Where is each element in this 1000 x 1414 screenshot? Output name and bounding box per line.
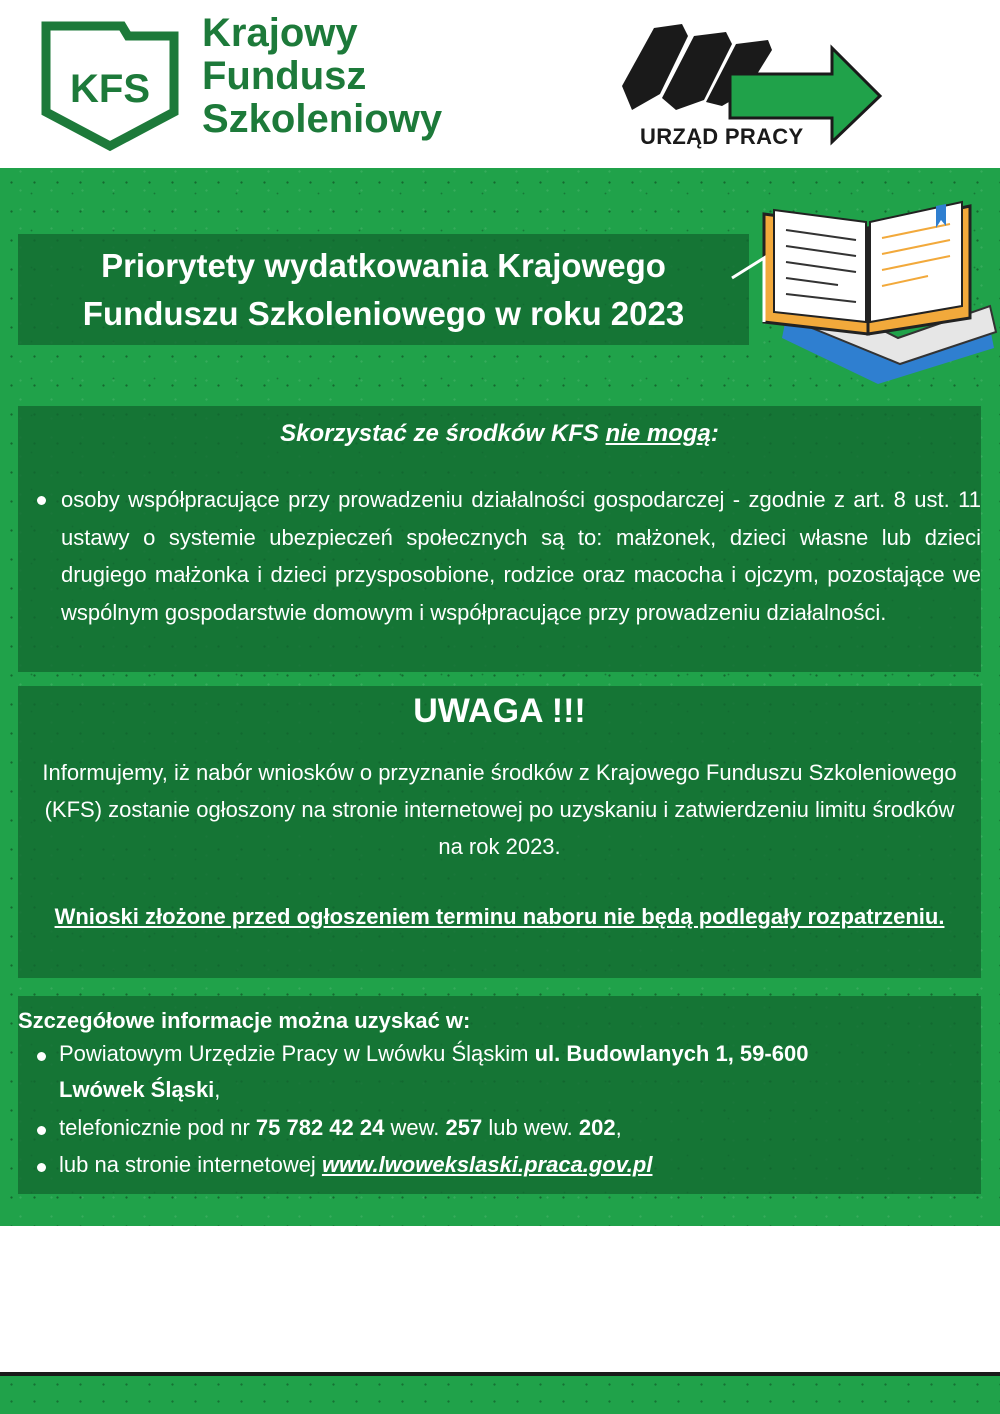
bullet-icon [37,1052,46,1061]
contact-office-address-2: Lwówek Śląski [59,1077,215,1102]
exclusions-heading-suffix: : [710,420,719,447]
contact-office [59,1036,959,1108]
contact-phone-suffix: , [615,1115,622,1140]
kfs-name-line-3: Szkoleniowy [202,97,443,141]
kfs-name [202,12,442,141]
contact-phone-mid-2: lub wew. [482,1115,579,1140]
header [0,0,1000,168]
page-title-line-2: Funduszu Szkoleniowego w roku 2023 [82,295,685,332]
contact-web-prefix: lub na stronie internetowej [59,1152,322,1177]
contact-phone-ext-2: 202 [578,1115,616,1140]
contact-panel [18,996,981,1194]
title-panel [18,234,749,345]
contact-phone-prefix: telefonicznie pod nr [59,1115,256,1140]
contact-office-prefix: Powiatowym Urzędzie Pracy w Lwówku Śląskim [59,1041,535,1066]
contact-office-address-1: ul. Budowlanych 1, 59-600 [534,1041,809,1066]
kfs-logo-text: KFS [70,67,150,111]
contact-office-suffix: , [214,1077,221,1102]
footer-band [0,1376,1000,1414]
contact-phone-mid-1: wew. [384,1115,446,1140]
exclusions-item: osoby współpracujące przy prowadzeniu działalności gospodarczej - zgodnie z art. 8 ust. 11 ustawy o systemie ubezpieczeń społecznych są to: małżonek, dzieci własne lub dzieci drugiego małżonka i dzieci przysposobione, rodzice oraz macocha i ojczym, pozostające we wspólnym gospodarstwie domowym i współpracujące przy prowadzeniu działalności. [61,487,981,625]
kfs-shield-logo [40,20,180,152]
content-area [0,168,1000,1226]
page-title [18,242,749,338]
contact-heading: Szczegółowe informacje można uzyskać w: [18,1008,471,1033]
kfs-name-line-1: Krajowy [202,11,358,55]
bullet-icon [37,496,46,505]
contact-phone-ext-1: 257 [445,1115,483,1140]
exclusions-heading-emphasis: nie mogą [605,420,711,447]
notice-warning: Wnioski złożone przed ogłoszeniem terminu naboru nie będą podlegały rozpatrzeniu. [54,904,945,929]
contact-phone-number: 75 782 42 24 [255,1115,385,1140]
urzad-pracy-label: URZĄD PRACY [640,124,804,149]
notice-body: Informujemy, iż nabór wniosków o przyznanie środków z Krajowego Funduszu Szkoleniowego (KFS) zostanie ogłoszony na stronie internetowej po uzyskaniu i zatwierdzeniu limitu środków na rok 2023. [42,760,957,859]
open-book-icon [728,198,1000,388]
contact-phone [59,1110,622,1146]
notice-panel [18,686,981,978]
exclusions-heading [18,420,981,448]
notice-heading: UWAGA !!! [413,692,586,730]
exclusions-heading-prefix: Skorzystać ze środków KFS [280,420,606,447]
website-link[interactable]: www.lwowekslaski.praca.gov.pl [321,1152,653,1177]
bullet-icon [37,1163,46,1172]
kfs-name-line-2: Fundusz [202,54,367,98]
page-title-line-1: Priorytety wydatkowania Krajowego [101,247,666,284]
contact-web [59,1147,652,1183]
exclusions-panel [18,406,981,672]
bullet-icon [37,1126,46,1135]
